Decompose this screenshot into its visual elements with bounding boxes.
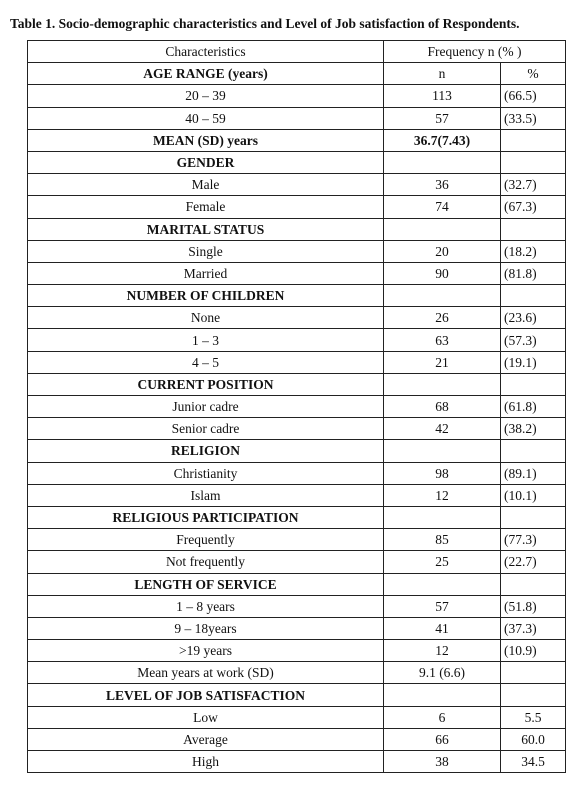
section-heading: MARITAL STATUS	[28, 218, 384, 240]
count-cell: n	[384, 63, 501, 85]
characteristic-cell: 9 – 18years	[28, 617, 384, 639]
count-cell	[384, 285, 501, 307]
percent-cell	[501, 129, 566, 151]
percent-cell	[501, 662, 566, 684]
characteristic-cell: Frequently	[28, 529, 384, 551]
count-cell: 12	[384, 484, 501, 506]
count-cell: 20	[384, 240, 501, 262]
section-heading: RELIGIOUS PARTICIPATION	[28, 506, 384, 528]
count-cell	[384, 506, 501, 528]
table-row	[28, 351, 566, 373]
table-row	[28, 329, 566, 351]
table-row	[28, 85, 566, 107]
table-row	[28, 728, 566, 750]
count-cell: 113	[384, 85, 501, 107]
section-heading: NUMBER OF CHILDREN	[28, 285, 384, 307]
table-row	[28, 418, 566, 440]
table-row	[28, 751, 566, 773]
percent-cell	[501, 506, 566, 528]
count-cell: 66	[384, 728, 501, 750]
characteristic-cell: High	[28, 751, 384, 773]
percent-cell: (32.7)	[501, 174, 566, 196]
table-row	[28, 573, 566, 595]
section-heading: RELIGION	[28, 440, 384, 462]
count-cell: 21	[384, 351, 501, 373]
count-cell: 6	[384, 706, 501, 728]
table-row	[28, 151, 566, 173]
table-row	[28, 484, 566, 506]
percent-cell: (33.5)	[501, 107, 566, 129]
count-cell: 57	[384, 595, 501, 617]
table-row	[28, 262, 566, 284]
table-row	[28, 196, 566, 218]
count-cell: 9.1 (6.6)	[384, 662, 501, 684]
count-cell: 90	[384, 262, 501, 284]
section-heading: GENDER	[28, 151, 384, 173]
table-row	[28, 218, 566, 240]
percent-cell: (81.8)	[501, 262, 566, 284]
count-cell: 36.7(7.43)	[384, 129, 501, 151]
table-row	[28, 595, 566, 617]
table-row	[28, 551, 566, 573]
percent-cell: (77.3)	[501, 529, 566, 551]
header-characteristics: Characteristics	[28, 41, 384, 63]
characteristic-cell: Single	[28, 240, 384, 262]
count-cell: 12	[384, 640, 501, 662]
percent-cell: (66.5)	[501, 85, 566, 107]
table-row	[28, 396, 566, 418]
count-cell: 74	[384, 196, 501, 218]
characteristic-cell: Senior cadre	[28, 418, 384, 440]
count-cell: 42	[384, 418, 501, 440]
count-cell: 26	[384, 307, 501, 329]
characteristic-cell: Male	[28, 174, 384, 196]
percent-cell: (22.7)	[501, 551, 566, 573]
count-cell: 98	[384, 462, 501, 484]
count-cell	[384, 373, 501, 395]
percent-cell: (57.3)	[501, 329, 566, 351]
percent-cell	[501, 573, 566, 595]
percent-cell	[501, 684, 566, 706]
count-cell: 38	[384, 751, 501, 773]
characteristic-cell: Junior cadre	[28, 396, 384, 418]
count-cell	[384, 440, 501, 462]
characteristic-cell: 1 – 8 years	[28, 595, 384, 617]
percent-cell: (23.6)	[501, 307, 566, 329]
characteristic-cell: AGE RANGE (years)	[28, 63, 384, 85]
percent-cell: (10.1)	[501, 484, 566, 506]
table-row	[28, 440, 566, 462]
count-cell: 85	[384, 529, 501, 551]
percent-cell: 34.5	[501, 751, 566, 773]
count-cell: 57	[384, 107, 501, 129]
characteristic-cell: Mean years at work (SD)	[28, 662, 384, 684]
percent-cell: (18.2)	[501, 240, 566, 262]
table-row	[28, 662, 566, 684]
count-cell: 25	[384, 551, 501, 573]
characteristic-cell: Female	[28, 196, 384, 218]
table-row	[28, 240, 566, 262]
count-cell: 41	[384, 617, 501, 639]
count-cell	[384, 684, 501, 706]
table-row	[28, 307, 566, 329]
percent-cell: 60.0	[501, 728, 566, 750]
characteristic-cell: MEAN (SD) years	[28, 129, 384, 151]
table-header-row	[28, 41, 566, 63]
count-cell	[384, 218, 501, 240]
table-row	[28, 706, 566, 728]
table-row	[28, 63, 566, 85]
demographics-table	[27, 40, 566, 773]
percent-cell: 5.5	[501, 706, 566, 728]
count-cell: 36	[384, 174, 501, 196]
table-row	[28, 506, 566, 528]
percent-cell	[501, 218, 566, 240]
table-caption: Table 1. Socio-demographic characteristics and Level of Job satisfaction of Respondents.	[10, 16, 520, 31]
percent-cell	[501, 440, 566, 462]
percent-cell: (10.9)	[501, 640, 566, 662]
characteristic-cell: Christianity	[28, 462, 384, 484]
percent-cell: (89.1)	[501, 462, 566, 484]
characteristic-cell: 40 – 59	[28, 107, 384, 129]
percent-cell	[501, 373, 566, 395]
characteristic-cell: None	[28, 307, 384, 329]
characteristic-cell: 20 – 39	[28, 85, 384, 107]
table-row	[28, 684, 566, 706]
table-row	[28, 107, 566, 129]
characteristic-cell: Not frequently	[28, 551, 384, 573]
section-heading: CURRENT POSITION	[28, 373, 384, 395]
table-row	[28, 462, 566, 484]
count-cell	[384, 151, 501, 173]
characteristic-cell: Average	[28, 728, 384, 750]
percent-cell: (38.2)	[501, 418, 566, 440]
characteristic-cell: Low	[28, 706, 384, 728]
percent-cell: %	[501, 63, 566, 85]
percent-cell: (51.8)	[501, 595, 566, 617]
table-row	[28, 640, 566, 662]
table-row	[28, 174, 566, 196]
table-row	[28, 617, 566, 639]
count-cell: 63	[384, 329, 501, 351]
table-row	[28, 129, 566, 151]
percent-cell	[501, 285, 566, 307]
characteristic-cell: Married	[28, 262, 384, 284]
percent-cell	[501, 151, 566, 173]
characteristic-cell: 1 – 3	[28, 329, 384, 351]
percent-cell: (67.3)	[501, 196, 566, 218]
table-row	[28, 529, 566, 551]
count-cell	[384, 573, 501, 595]
characteristic-cell: 4 – 5	[28, 351, 384, 373]
table-row	[28, 373, 566, 395]
characteristic-cell: >19 years	[28, 640, 384, 662]
header-frequency: Frequency n (% )	[384, 41, 566, 63]
percent-cell: (37.3)	[501, 617, 566, 639]
table-row	[28, 285, 566, 307]
characteristic-cell: Islam	[28, 484, 384, 506]
section-heading: LENGTH OF SERVICE	[28, 573, 384, 595]
percent-cell: (19.1)	[501, 351, 566, 373]
count-cell: 68	[384, 396, 501, 418]
section-heading: LEVEL OF JOB SATISFACTION	[28, 684, 384, 706]
table-body	[28, 41, 566, 773]
percent-cell: (61.8)	[501, 396, 566, 418]
